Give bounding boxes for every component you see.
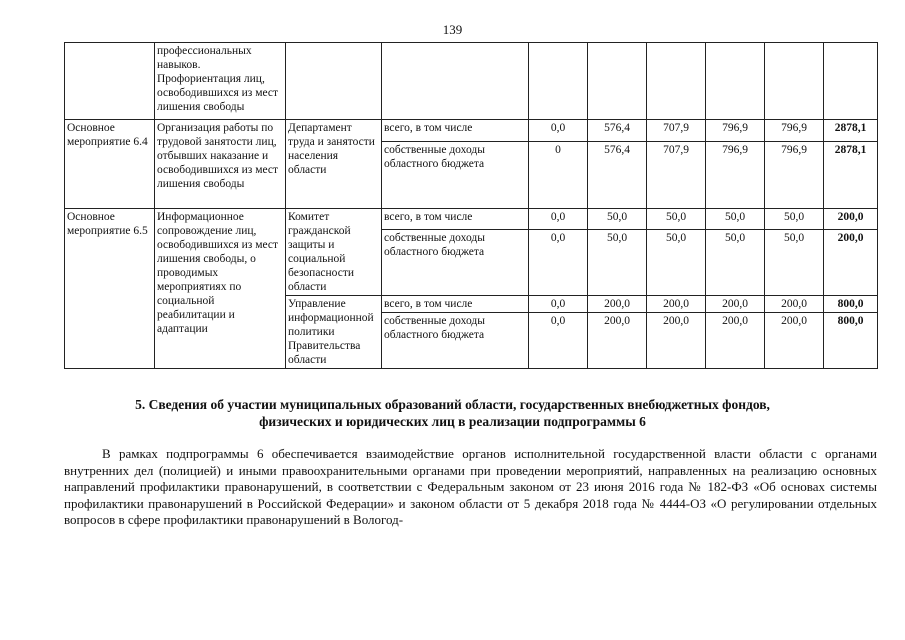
value-cell [588, 43, 647, 120]
table-row [65, 120, 878, 142]
value-cell: 0,0 [529, 229, 588, 295]
total-cell: 800,0 [824, 313, 878, 369]
value-cell: 0,0 [529, 313, 588, 369]
measure-label-cell: Основное мероприятие 6.5 [65, 209, 155, 369]
source-cell: собственные доходы областного бюджета [382, 142, 529, 209]
total-cell: 800,0 [824, 296, 878, 313]
value-cell: 707,9 [647, 120, 706, 142]
value-cell: 200,0 [765, 296, 824, 313]
value-cell [706, 43, 765, 120]
measure-label-cell [65, 43, 155, 120]
value-cell: 50,0 [647, 229, 706, 295]
value-cell: 707,9 [647, 142, 706, 209]
source-cell: собственные доходы областного бюджета [382, 313, 529, 369]
value-cell: 200,0 [706, 296, 765, 313]
value-cell: 200,0 [647, 296, 706, 313]
executor-cell: Комитет гражданской защиты и социальной безопасности области [286, 209, 382, 296]
value-cell: 200,0 [588, 313, 647, 369]
measure-name-cell: Организация работы по трудовой занятости лиц, отбывших наказание и освободившихся из мест лишения свободы [155, 120, 286, 209]
budget-table [64, 42, 878, 369]
value-cell: 200,0 [588, 296, 647, 313]
value-cell [647, 43, 706, 120]
executor-cell: Департамент труда и занятости населения области [286, 120, 382, 209]
value-cell: 0 [529, 142, 588, 209]
source-cell: собственные доходы областного бюджета [382, 229, 529, 295]
value-cell: 200,0 [706, 313, 765, 369]
value-cell: 50,0 [588, 229, 647, 295]
task-cell: профессиональных навыков. Профориентация лиц, освободившихся из мест лишения свободы [155, 43, 286, 120]
value-cell [765, 43, 824, 120]
page-number: 139 [442, 22, 463, 37]
source-cell: всего, в том числе [382, 120, 529, 142]
value-cell: 576,4 [588, 142, 647, 209]
value-cell: 0,0 [529, 120, 588, 142]
executor-cell [286, 43, 382, 120]
value-cell: 50,0 [647, 209, 706, 230]
value-cell: 200,0 [647, 313, 706, 369]
value-cell: 0,0 [529, 296, 588, 313]
value-cell: 796,9 [706, 120, 765, 142]
executor-cell: Управление информационной политики Правительства области [286, 296, 382, 369]
value-cell: 50,0 [765, 229, 824, 295]
source-cell [382, 43, 529, 120]
value-cell [529, 43, 588, 120]
value-cell: 200,0 [765, 313, 824, 369]
value-cell: 50,0 [765, 209, 824, 230]
table-row [65, 43, 878, 120]
total-cell: 200,0 [824, 209, 878, 230]
value-cell: 0,0 [529, 209, 588, 230]
table-row [65, 209, 878, 230]
value-cell: 50,0 [588, 209, 647, 230]
value-cell: 50,0 [706, 209, 765, 230]
value-cell: 50,0 [706, 229, 765, 295]
measure-name-cell: Информационное сопровождение лиц, освободившихся из мест лишения свободы, о проводимых мероприятиях по социальной реабилитации и адаптации [155, 209, 286, 369]
source-cell: всего, в том числе [382, 296, 529, 313]
value-cell: 796,9 [765, 142, 824, 209]
measure-label-cell: Основное мероприятие 6.4 [65, 120, 155, 209]
total-cell: 2878,1 [824, 142, 878, 209]
value-cell: 796,9 [706, 142, 765, 209]
source-cell: всего, в том числе [382, 209, 529, 230]
total-cell [824, 43, 878, 120]
total-cell: 200,0 [824, 229, 878, 295]
value-cell: 796,9 [765, 120, 824, 142]
value-cell: 576,4 [588, 120, 647, 142]
total-cell: 2878,1 [824, 120, 878, 142]
section-title: 5. Сведения об участии муниципальных образований области, государственных внебюджетных фондов, физических и юридических лиц в реализации подпрограммы 6 [135, 397, 770, 429]
body-paragraph: В рамках подпрограммы 6 обеспечивается взаимодействие органов исполнительной государственной власти области с органами внутренних дел (полицией) и иными правоохранительными органами при проведении мероприятий, направленных на реализацию основных направлений профилактики правонарушений, в соответствии с Федеральным законом от 23 июня 2016 года № 182-ФЗ «Об основах системы профилактики правонарушений в Российской Федерации» и законом области от 5 декабря 2018 года № 4444-ОЗ «О регулировании отдельных вопросов в сфере профилактики правонарушений в Вологод- [64, 446, 877, 527]
